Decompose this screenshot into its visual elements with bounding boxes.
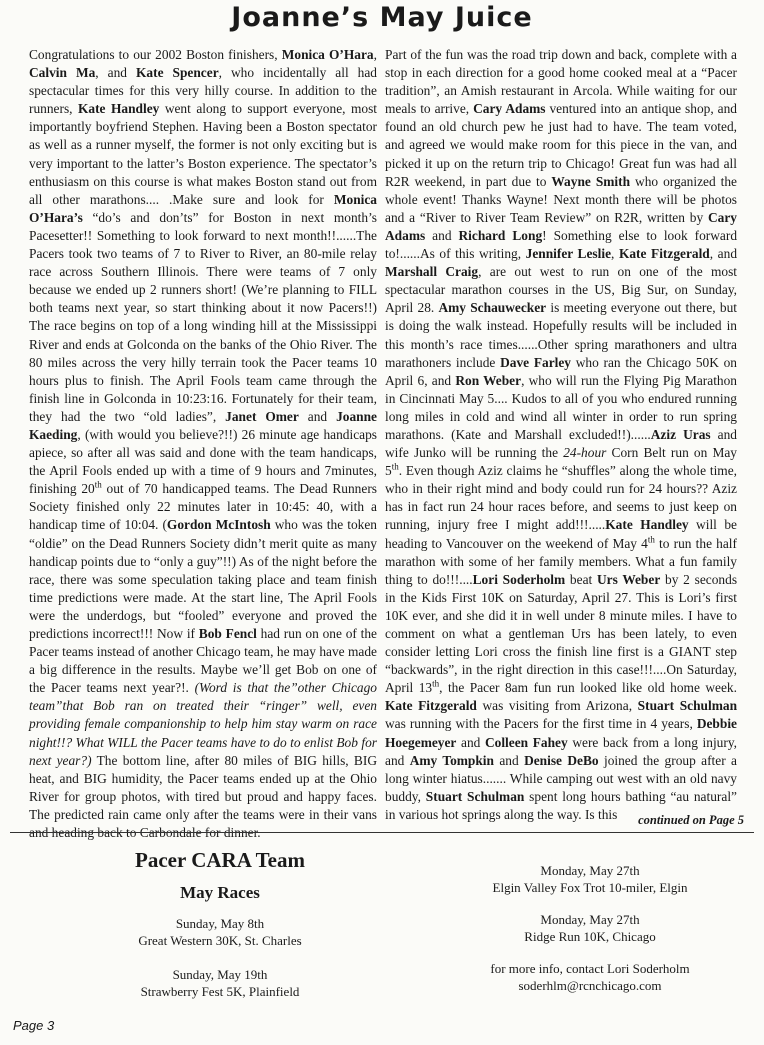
text-run: and (493, 752, 525, 768)
text-run: had run on one of the Pacer teams instead of another Chicago team, he may have made a big difference in the results. Maybe we’ll get Bob on one of the Pacer teams next year?!. (29, 626, 377, 696)
left-column (29, 46, 377, 842)
name-highlight: Cary Adams (473, 101, 546, 117)
text-run: , (611, 246, 619, 262)
name-highlight: Aziz Uras (650, 426, 711, 442)
contact-info (430, 960, 750, 994)
name-highlight: Ron Weber (455, 372, 522, 388)
race-date: Monday, May 27th (540, 863, 640, 878)
name-highlight: Debbie Hoegemeyer (385, 716, 737, 750)
text-run: and (456, 734, 485, 750)
text-run: , are out west to run on one of the most spectacular marathon courses in the US, Big Sur, on Sunday, April 28. (385, 264, 737, 316)
text-run: ! Something else to look forward to!......As of this writing, (385, 227, 738, 262)
name-highlight: Lori Soderholm (472, 571, 566, 587)
text-run: , the Pacer 8am fun run looked like old home week. (439, 680, 737, 696)
text-run: , (373, 47, 377, 62)
text-run: . Even though Aziz claims he “shuffles” along the whole time, who in their right mind and body could run for 24 hours?? Aziz has in fact run 24 hour races before, and seems to just keep on running, injury free I might add!!!..... (385, 463, 737, 533)
text-run: who was the token “oldie” on the Dead Runners Society didn’t merit quite as many handicap points due to “only a guy”!!) As of the night before the race, there was some speculation taking place and team finish time predictions were made. At the start line, The April Fools were the underdogs, but “fooled” everyone and proved the predictions incorrect!!! Now if (29, 517, 377, 641)
text-run: , who incidentally all had spectacular times for this very hilly course. In addition to the runners, (29, 65, 377, 117)
ordinal-suffix: th (432, 678, 440, 689)
name-highlight: Amy Tompkin (409, 752, 494, 768)
text-run: , who will run the Flying Pig Marathon in Cincinnati May 5.... Kudos to all of you who endured running long miles in cold and wind all winter in order to run spring marathons. (Kate and Marshall excluded!!)...... (385, 372, 737, 442)
name-highlight: Monica O’Hara’s (29, 191, 377, 225)
race-entry (430, 911, 750, 945)
text-run: was running with the Pacers for the first time in 4 years, (385, 716, 697, 732)
right-column (385, 46, 737, 824)
name-highlight: Denise DeBo (524, 752, 599, 768)
ordinal-suffix: th (391, 461, 399, 472)
italic-text: (Word is that the”other Chicago team”that Bob ran on treated their “ringer” well, even providing female companionship to help him stay warm on race night!!? What WILL the Pacer teams have to do to enlist Bob for next year?) (29, 680, 377, 768)
text-run: and (425, 227, 459, 243)
name-highlight: Kate Fitzgerald (618, 246, 710, 262)
text-run: joined the group after a long winter hiatus....... While camping out west with an old navy buddy, (385, 752, 737, 804)
text-run: is meeting everyone out there, but is doing the walk instead. Hopefully results will be included in this month’s race times......Other spring marathoners and ultra marathoners include (385, 300, 738, 370)
name-highlight: Wayne Smith (551, 173, 631, 189)
ordinal-suffix: th (647, 534, 655, 545)
name-highlight: Urs Weber (597, 571, 661, 587)
name-highlight: Dave Farley (500, 354, 571, 370)
text-run: “do’s and don’ts” for Boston in next month’s Pacesetter!! Something to look forward to next month!!......The Pacers took two teams of 7 to River to River, an 80-mile relay race across Southern Illinois. There were teams of 7 only because we ended up 2 runners short! (We’re planning to FILL both teams next year, so start thinking about it now Pacers!!) The race begins on top of a long winding hill at the Mississippi River and ends at Golconda on the banks of the Ohio River. The 80 miles across the very hilly terrain took the Pacer teams 10 hours plus to finish. The April Fools team came through the finish line in Golconda in 10:23:16. Fortunately for their team, they had the two “old ladies”, (29, 209, 377, 424)
race-date: Monday, May 27th (540, 912, 640, 927)
text-run: were back from a long injury, and (385, 734, 738, 768)
name-highlight: Marshall Craig (385, 264, 479, 280)
text-run: by 2 seconds in the Kids First 10K on Saturday, April 27. This is Lori’s first 10K ever, and she did it in well under 8 minute miles. I have to comment on what a gentleman Urs has been lately, to even consider letting Lori cross the finish line first is a GIANT step “backwards”, in the right direction in this case!!!....On Saturday, April 13 (385, 571, 738, 696)
name-highlight: Kate Spencer (136, 65, 219, 81)
name-highlight: Joanne Kaeding (29, 408, 377, 442)
name-highlight: Kate Handley (77, 101, 160, 117)
text-run: out of 70 handicapped teams. The Dead Runners Society finished only 22 minutes later in 10:45: 40, with a handicap time of 10:04. ( (29, 481, 377, 533)
name-highlight: Bob Fencl (198, 626, 257, 641)
text-run: beat (565, 571, 597, 587)
name-highlight: Cary Adams (385, 209, 737, 243)
text-run: was visiting from Arizona, (476, 698, 638, 714)
contact-line: for more info, contact Lori Soderholm (490, 961, 690, 976)
name-highlight: Amy Schauwecker (438, 300, 547, 316)
text-run: Part of the fun was the road trip down and back, complete with a stop in each direction for a good home cooked meal at a “Pacer tradition”, an Amish restaurant in Arcola. While waiting for our meals to arrive, (385, 47, 737, 117)
name-highlight: Kate Handley (605, 517, 689, 533)
name-highlight: Jennifer Leslie (525, 246, 612, 262)
left-column-text (29, 46, 377, 842)
race-event: Great Western 30K, St. Charles (138, 933, 302, 948)
race-event: Elgin Valley Fox Trot 10-miler, Elgin (492, 880, 688, 895)
name-highlight: Gordon McIntosh (166, 517, 271, 533)
text-run: , (with would you believe?!!) 26 minute age handicaps apiece, so after all was said and done with the team handicaps, the April Fools ended up with a time of 9 hours and 7minutes, finishing 20 (29, 426, 377, 497)
name-highlight: Stuart Schulman (425, 788, 525, 804)
text-run: Congratulations to our 2002 Boston finishers, (29, 47, 282, 62)
race-date: Sunday, May 8th (175, 916, 265, 931)
right-column-text (385, 46, 737, 824)
contact-email[interactable]: soderhlm@rcnchicago.com (518, 978, 662, 993)
text-run: who organized the whole event! Thanks Wayne! Next month there will be photos and a “River to River Team Review” on R2R, written by (385, 173, 737, 225)
name-highlight: Stuart Schulman (637, 698, 738, 714)
divider-top (10, 832, 754, 833)
name-highlight: Colleen Fahey (484, 734, 568, 750)
race-entry (10, 915, 430, 949)
text-run: who ran the Chicago 50K on April 6, and (385, 354, 738, 388)
race-event: Strawberry Fest 5K, Plainfield (140, 984, 300, 999)
race-entry (430, 862, 750, 896)
name-highlight: Monica O’Hara (281, 47, 374, 62)
text-run: , and (709, 246, 738, 262)
name-highlight: Calvin Ma (29, 65, 96, 81)
text-run: ventured into an antique shop, and found an old church pew he just had to have. The team voted, and agreed we would make room for this piece in the van, and picked it up on the return trip to Chicago! Great fun was had all R2R weekend, in part due to (385, 101, 737, 189)
continued-note: continued on Page 5 (638, 813, 744, 827)
cara-box-title: Pacer CARA Team (135, 848, 305, 872)
text-run: The bottom line, after 80 miles of BIG hills, BIG heat, and BIG humidity, the Pacer teams ended up at the Ohio River for group photos, with tired but proud and happy faces. The predicted rain came only after the teams were in their vans and heading back to Carbondale for dinner. (29, 752, 377, 841)
name-highlight: Kate Fitzgerald (385, 698, 477, 714)
name-highlight: Janet Omer (225, 408, 299, 424)
race-event: Ridge Run 10K, Chicago (524, 929, 656, 944)
text-run: spent long hours bathing “au natural” in various hot springs along the way. Is this (385, 788, 737, 822)
text-run: will be heading to Vancouver on the weekend of May 4 (385, 517, 737, 551)
article-title: Joanne’s May Juice (231, 2, 533, 33)
race-date: Sunday, May 19th (172, 967, 268, 982)
ordinal-suffix: th (94, 479, 102, 490)
italic-text: 24-hour (563, 445, 607, 461)
name-highlight: Richard Long (458, 227, 543, 243)
page-number: Page 3 (13, 1018, 55, 1033)
text-run: , and (95, 65, 136, 81)
text-run: Corn Belt run on May 5 (385, 445, 738, 479)
cara-box-subtitle: May Races (180, 883, 260, 902)
race-entry (10, 966, 430, 1000)
text-run: went along to support everyone, most importantly boyfriend Stephen. Having been a Boston spectator as well as a runner myself, the former is not only exciting but is very important to the latter’s Boston experience. The spectator’s enthusiasm on this course is what makes Boston stand out from all other marathons.... .Make sure and look for (29, 101, 377, 207)
text-run: and wife Junko will be running the (385, 426, 737, 461)
text-run: to run the half marathon with some of her family members. What a fun family thing to do!!!.... (385, 535, 737, 587)
text-run: and (298, 408, 337, 424)
